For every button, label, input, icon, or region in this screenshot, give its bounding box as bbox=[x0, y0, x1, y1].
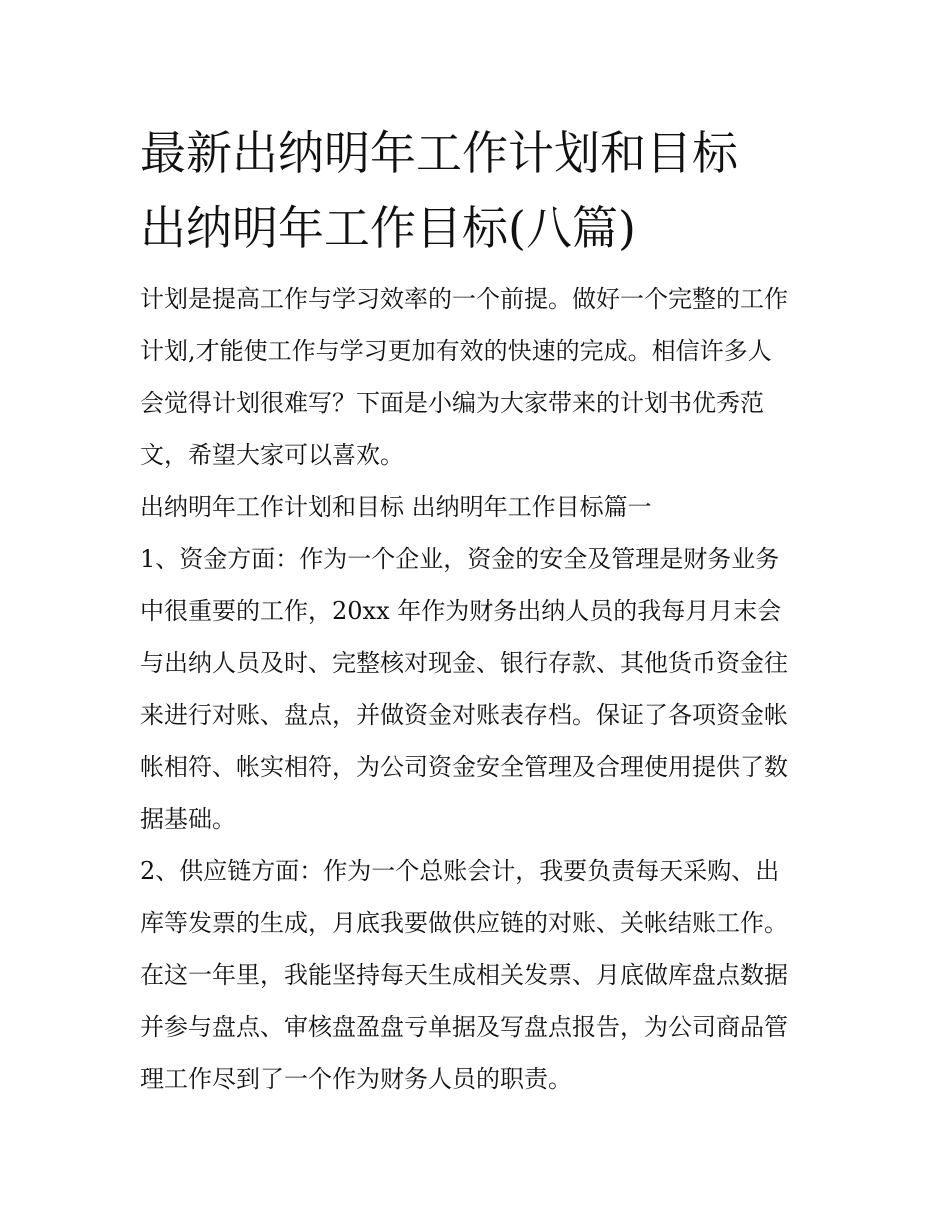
document-content bbox=[140, 116, 815, 1105]
body-line: 在这一年里，我能坚持每天生成相关发票、月底做库盘点数据 bbox=[140, 961, 788, 989]
body-line: 与出纳人员及时、完整核对现金、银行存款、其他货币资金往 bbox=[140, 649, 788, 677]
title-spacer bbox=[140, 266, 815, 273]
section-heading: 出纳明年工作计划和目标 出纳明年工作目标篇一 bbox=[140, 493, 652, 521]
body-line: 库等发票的生成，月底我要做供应链的对账、关帐结账工作。 bbox=[140, 909, 788, 937]
body-line: 来进行对账、盘点，并做资金对账表存档。保证了各项资金帐 bbox=[140, 701, 788, 729]
title-line-2: 出纳明年工作目标(八篇) bbox=[140, 201, 636, 255]
body-line: 会觉得计划很难写？下面是小编为大家带来的计划书优秀范 bbox=[140, 389, 764, 417]
body-line: 文，希望大家可以喜欢。 bbox=[140, 441, 404, 469]
body-line: 帐相符、帐实相符，为公司资金安全管理及合理使用提供了数 bbox=[140, 753, 788, 781]
body-line: 1、资金方面：作为一个企业，资金的安全及管理是财务业务 bbox=[140, 545, 780, 573]
body-line: 并参与盘点、审核盘盈盘亏单据及写盘点报告，为公司商品管 bbox=[140, 1013, 788, 1041]
body-line: 计划是提高工作与学习效率的一个前提。做好一个完整的工作 bbox=[140, 285, 788, 313]
body-line: 2、供应链方面：作为一个总账会计，我要负责每天采购、出 bbox=[140, 857, 780, 885]
body-line: 理工作尽到了一个作为财务人员的职责。 bbox=[140, 1065, 572, 1093]
title-line-1: 最新出纳明年工作计划和目标 bbox=[140, 126, 738, 180]
body-line: 据基础。 bbox=[140, 805, 236, 833]
body-line: 计划,才能使工作与学习更加有效的快速的完成。相信许多人 bbox=[140, 337, 772, 365]
body-line: 中很重要的工作，20xx 年作为财务出纳人员的我每月月末会 bbox=[140, 597, 782, 625]
